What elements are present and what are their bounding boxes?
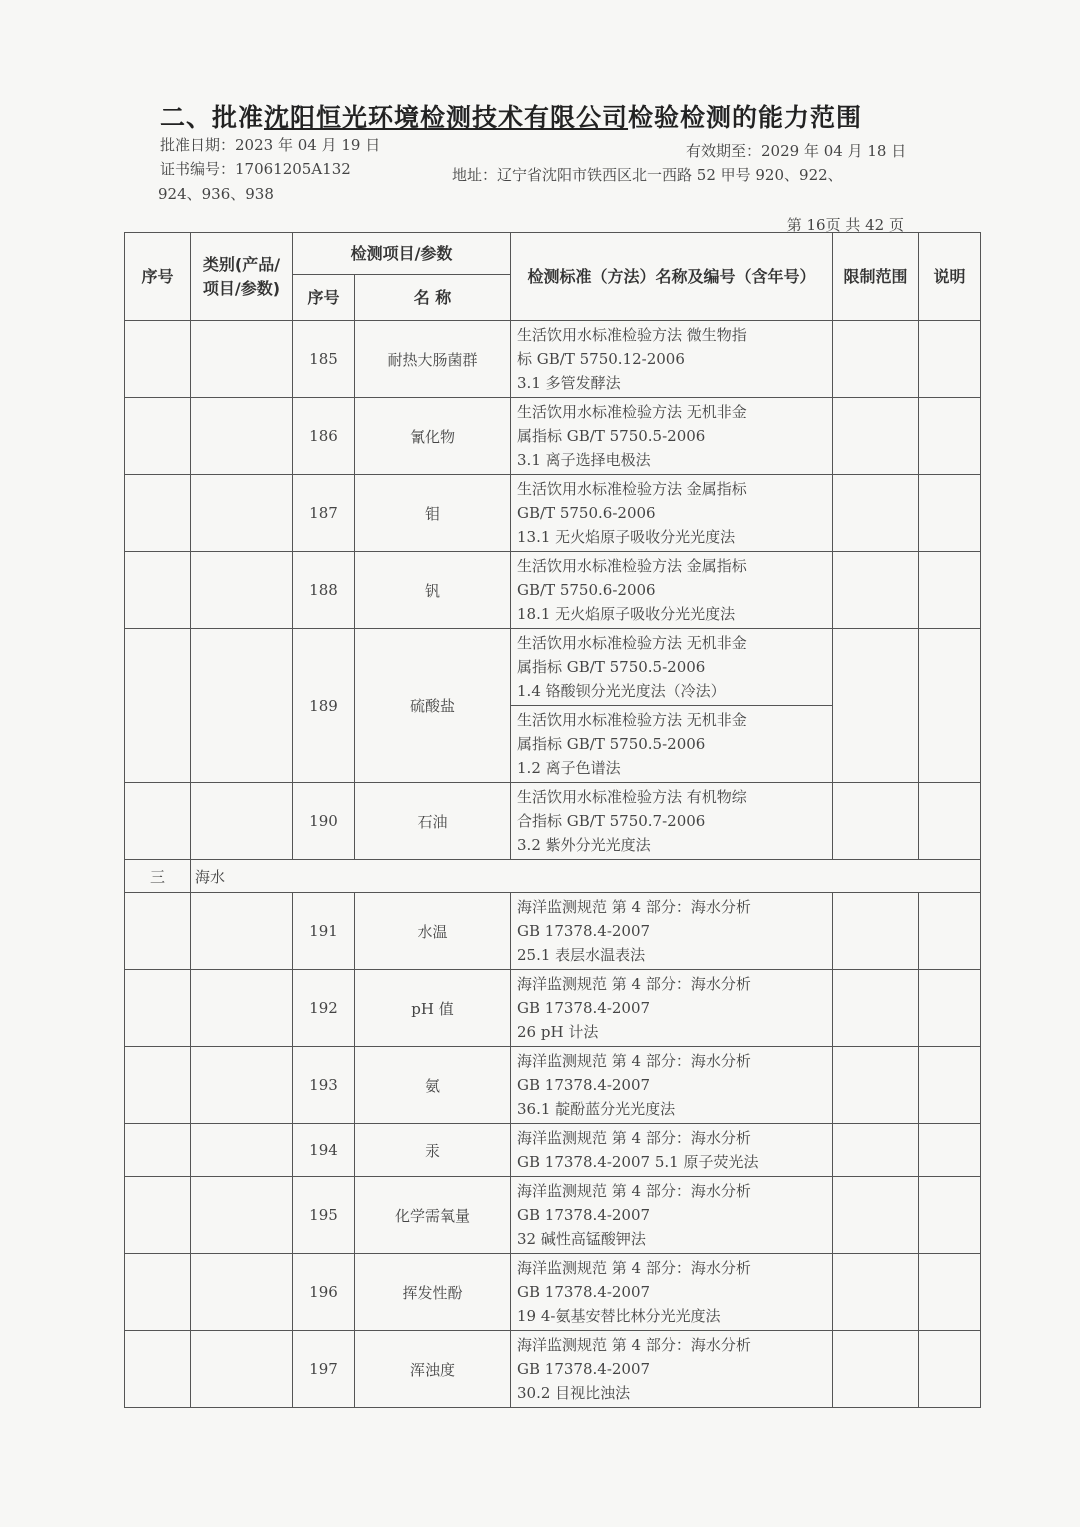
row-seq-cell: [125, 475, 191, 552]
limit-cell: [833, 475, 919, 552]
note-cell: [919, 783, 981, 860]
row-category-cell: [191, 1254, 293, 1331]
capability-table-wrapper: [124, 232, 980, 1408]
row-category-cell: [191, 475, 293, 552]
method-cell: [511, 970, 833, 1047]
limit-cell: [833, 1124, 919, 1177]
method-line: 32 碱性高锰酸钾法: [517, 1230, 646, 1248]
method-cell: [511, 321, 833, 398]
note-cell: [919, 970, 981, 1047]
row-seq-cell: [125, 398, 191, 475]
method-line: 海洋监测规范 第 4 部分：海水分析: [517, 1129, 751, 1147]
method-line: 3.1 离子选择电极法: [517, 451, 651, 469]
item-name: 氰化物: [355, 398, 511, 475]
header-item-name: 名 称: [355, 275, 511, 321]
method-cell: [511, 1331, 833, 1408]
method-line: 属指标 GB/T 5750.5-2006: [517, 658, 706, 676]
table-row: [125, 970, 981, 1047]
row-category-cell: [191, 629, 293, 783]
method-line: 25.1 表层水温表法: [517, 946, 646, 964]
item-name: 钼: [355, 475, 511, 552]
table-row: [125, 1124, 981, 1177]
method-line: GB 17378.4-2007: [517, 999, 651, 1017]
item-name: 挥发性酚: [355, 1254, 511, 1331]
method-line: 属指标 GB/T 5750.5-2006: [517, 735, 706, 753]
method-line: 18.1 无火焰原子吸收分光光度法: [517, 605, 736, 623]
method-line: GB 17378.4-2007: [517, 1076, 651, 1094]
method-line: 生活饮用水标准检验方法 无机非金: [517, 403, 747, 421]
row-seq-cell: [125, 1124, 191, 1177]
table-row: [125, 783, 981, 860]
method-line: GB/T 5750.6-2006: [517, 504, 656, 522]
row-category-cell: [191, 552, 293, 629]
row-seq-cell: [125, 1177, 191, 1254]
header-note: 说明: [919, 233, 981, 321]
item-name: 钒: [355, 552, 511, 629]
method-line: GB/T 5750.6-2006: [517, 581, 656, 599]
method-line: 生活饮用水标准检验方法 金属指标: [517, 480, 747, 498]
row-category-cell: [191, 1124, 293, 1177]
row-seq-cell: [125, 629, 191, 783]
note-cell: [919, 1331, 981, 1408]
method-cell: [511, 893, 833, 970]
address-continued: 924、936、938: [158, 185, 274, 203]
method-line: 生活饮用水标准检验方法 有机物综: [517, 788, 747, 806]
note-cell: [919, 893, 981, 970]
table-row: [125, 1177, 981, 1254]
header-item-seq: 序号: [293, 275, 355, 321]
method-line: 海洋监测规范 第 4 部分：海水分析: [517, 975, 751, 993]
method-line: 19 4-氨基安替比林分光光度法: [517, 1307, 721, 1325]
row-seq-cell: [125, 321, 191, 398]
method-line: 生活饮用水标准检验方法 微生物指: [517, 326, 747, 344]
row-category-cell: [191, 893, 293, 970]
method-line: 1.2 离子色谱法: [517, 759, 621, 777]
table-body: [125, 321, 981, 1408]
method-line: 36.1 靛酚蓝分光光度法: [517, 1100, 676, 1118]
method-line: 合指标 GB/T 5750.7-2006: [517, 812, 706, 830]
method-line: 海洋监测规范 第 4 部分：海水分析: [517, 1052, 751, 1070]
section-row: [125, 860, 981, 893]
method-cell: [511, 398, 833, 475]
method-line: 生活饮用水标准检验方法 无机非金: [517, 711, 747, 729]
limit-cell: [833, 783, 919, 860]
method-cell: [511, 629, 833, 706]
note-cell: [919, 552, 981, 629]
method-cell: [511, 783, 833, 860]
table-row: [125, 398, 981, 475]
header-item-group: 检测项目/参数: [293, 233, 511, 275]
capability-table: [124, 232, 981, 1408]
item-number: 197: [293, 1331, 355, 1408]
limit-cell: [833, 893, 919, 970]
method-cell: [511, 1254, 833, 1331]
section-seq: 三: [125, 860, 191, 893]
method-line: 30.2 目视比浊法: [517, 1384, 631, 1402]
row-seq-cell: [125, 893, 191, 970]
title-company: 沈阳恒光环境检测技术有限公司: [264, 103, 629, 132]
row-seq-cell: [125, 1254, 191, 1331]
limit-cell: [833, 1331, 919, 1408]
item-number: 190: [293, 783, 355, 860]
method-line: 3.2 紫外分光光度法: [517, 836, 651, 854]
row-seq-cell: [125, 970, 191, 1047]
item-name: 硫酸盐: [355, 629, 511, 783]
item-name: pH 值: [355, 970, 511, 1047]
limit-cell: [833, 1177, 919, 1254]
row-category-cell: [191, 1177, 293, 1254]
page-number: 第 16页 共 42 页: [786, 216, 904, 234]
item-number: 189: [293, 629, 355, 783]
row-category-cell: [191, 398, 293, 475]
table-row: [125, 475, 981, 552]
limit-cell: [833, 552, 919, 629]
limit-cell: [833, 398, 919, 475]
method-line: 属指标 GB/T 5750.5-2006: [517, 427, 706, 445]
item-number: 188: [293, 552, 355, 629]
method-line: GB 17378.4-2007: [517, 1206, 651, 1224]
method-line: GB 17378.4-2007: [517, 922, 651, 940]
header-limit: 限制范围: [833, 233, 919, 321]
header-seq: 序号: [125, 233, 191, 321]
item-name: 化学需氧量: [355, 1177, 511, 1254]
method-line: 13.1 无火焰原子吸收分光光度法: [517, 528, 736, 546]
table-row: [125, 893, 981, 970]
method-line: 海洋监测规范 第 4 部分：海水分析: [517, 1336, 751, 1354]
note-cell: [919, 1124, 981, 1177]
method-line: 3.1 多管发酵法: [517, 374, 621, 392]
item-number: 193: [293, 1047, 355, 1124]
item-number: 194: [293, 1124, 355, 1177]
method-line: GB 17378.4-2007: [517, 1360, 651, 1378]
method-cell: [511, 1177, 833, 1254]
title-prefix: 二、批准: [160, 103, 265, 132]
item-name: 氨: [355, 1047, 511, 1124]
note-cell: [919, 321, 981, 398]
table-row: [125, 552, 981, 629]
header-category: 类别(产品/项目/参数): [191, 233, 293, 321]
item-number: 185: [293, 321, 355, 398]
method-line: 标 GB/T 5750.12-2006: [517, 350, 685, 368]
method-line: 生活饮用水标准检验方法 无机非金: [517, 634, 747, 652]
table-row: [125, 1331, 981, 1408]
note-cell: [919, 1177, 981, 1254]
address: 地址：辽宁省沈阳市铁西区北一西路 52 甲号 920、922、: [452, 166, 843, 184]
item-name: 耐热大肠菌群: [355, 321, 511, 398]
method-cell: [511, 552, 833, 629]
item-name: 石油: [355, 783, 511, 860]
method-line: GB 17378.4-2007 5.1 原子荧光法: [517, 1153, 759, 1171]
row-category-cell: [191, 321, 293, 398]
table-row: [125, 629, 981, 706]
row-seq-cell: [125, 783, 191, 860]
method-cell: [511, 1047, 833, 1124]
limit-cell: [833, 629, 919, 783]
method-cell: [511, 475, 833, 552]
item-name: 水温: [355, 893, 511, 970]
note-cell: [919, 398, 981, 475]
approval-date: 批准日期：2023 年 04 月 19 日: [160, 136, 381, 154]
header-standard: 检测标准（方法）名称及编号（含年号）: [511, 233, 833, 321]
note-cell: [919, 629, 981, 783]
item-name: 浑浊度: [355, 1331, 511, 1408]
title-suffix: 检验检测的能力范围: [628, 103, 863, 132]
item-number: 191: [293, 893, 355, 970]
method-line: 海洋监测规范 第 4 部分：海水分析: [517, 1259, 751, 1277]
row-seq-cell: [125, 552, 191, 629]
table-row: [125, 321, 981, 398]
item-number: 196: [293, 1254, 355, 1331]
section-name: 海水: [191, 860, 981, 893]
item-number: 186: [293, 398, 355, 475]
method-line: 26 pH 计法: [517, 1023, 599, 1041]
method-line: 生活饮用水标准检验方法 金属指标: [517, 557, 747, 575]
row-seq-cell: [125, 1047, 191, 1124]
table-row: [125, 1047, 981, 1124]
item-number: 187: [293, 475, 355, 552]
method-line: 1.4 铬酸钡分光光度法（冷法）: [517, 682, 726, 700]
method-cell: [511, 706, 833, 783]
note-cell: [919, 475, 981, 552]
method-line: 海洋监测规范 第 4 部分：海水分析: [517, 1182, 751, 1200]
item-name: 汞: [355, 1124, 511, 1177]
cert-number: 证书编号：17061205A132: [160, 160, 351, 178]
note-cell: [919, 1047, 981, 1124]
method-cell: [511, 1124, 833, 1177]
method-line: 海洋监测规范 第 4 部分：海水分析: [517, 898, 751, 916]
row-seq-cell: [125, 1331, 191, 1408]
table-row: [125, 1254, 981, 1331]
row-category-cell: [191, 1047, 293, 1124]
item-number: 195: [293, 1177, 355, 1254]
limit-cell: [833, 1254, 919, 1331]
row-category-cell: [191, 970, 293, 1047]
valid-until: 有效期至：2029 年 04 月 18 日: [686, 142, 907, 160]
method-line: GB 17378.4-2007: [517, 1283, 651, 1301]
limit-cell: [833, 1047, 919, 1124]
note-cell: [919, 1254, 981, 1331]
page-title: [160, 98, 920, 134]
row-category-cell: [191, 1331, 293, 1408]
limit-cell: [833, 321, 919, 398]
row-category-cell: [191, 783, 293, 860]
limit-cell: [833, 970, 919, 1047]
item-number: 192: [293, 970, 355, 1047]
